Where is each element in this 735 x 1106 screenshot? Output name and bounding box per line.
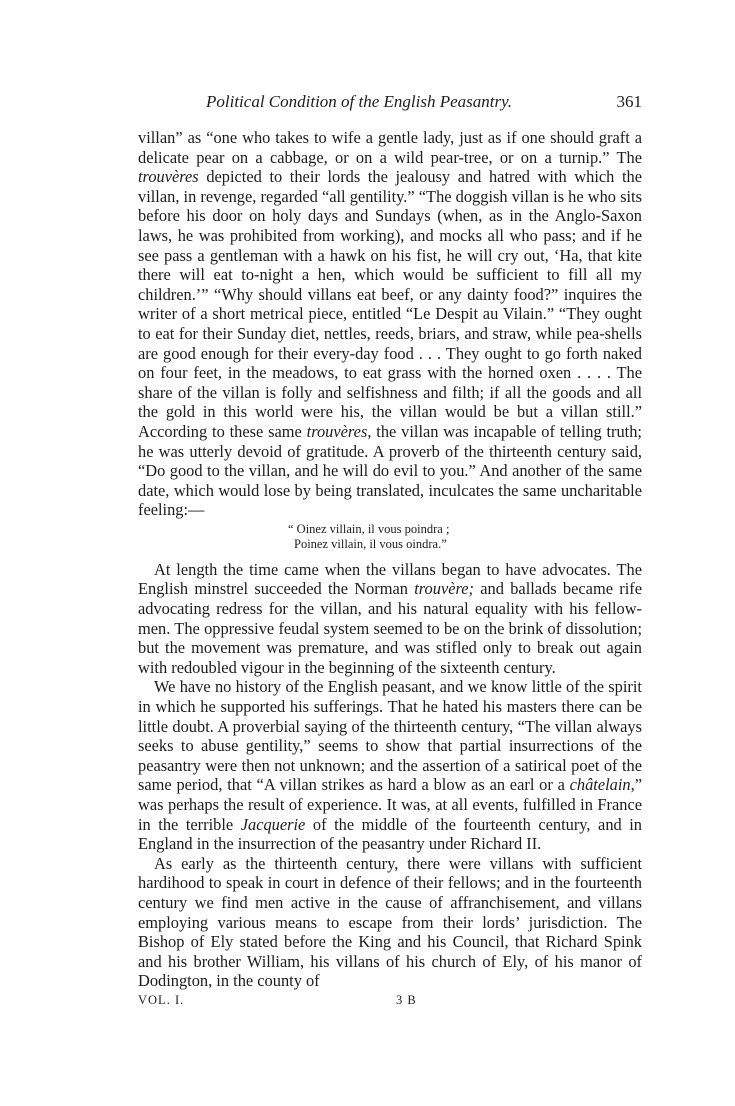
page-number: 361: [616, 92, 642, 111]
text-run: of the middle of the fourteenth century, and in England in the insurrection of the peasantry under Richard II.: [138, 814, 643, 854]
verse-line: Poinez villain, il vous oindra.”: [294, 536, 447, 551]
body-text: [138, 128, 642, 991]
paragraph: [138, 560, 642, 678]
paragraph: [138, 128, 642, 520]
text-run: At length the time came when the villans began to have advocates. The English minstrel succeeded the Norman: [138, 559, 642, 599]
italic-term: trouvère;: [414, 579, 475, 599]
italic-term: châtelain: [569, 775, 631, 795]
italic-term: trouvères: [306, 421, 368, 441]
text-run: villan” as “one who takes to wife a gentle lady, just as if one should graft a delicate pear on a cabbage, or on a wild pear-tree, or on a turnip.” The: [138, 128, 642, 167]
text-run: ,” was perhaps the result of experience. It was, at all events, fulfilled in France in the terrible: [138, 775, 642, 834]
volume-label: VOL. I.: [138, 992, 185, 1007]
book-page: [138, 92, 642, 1013]
italic-term: trouvères: [138, 167, 199, 187]
text-run: depicted to their lords the jealousy and hatred with which the villan, in revenge, regarded “all gentility.” “The doggish villan is he who sits before his door on holy days and Sundays (when, as in the Anglo-Saxon laws, he was prohibited from working), and mocks all who pass; and if he see pass a gentleman with a hawk on his fist, he will cry out, ‘Ha, that kite there will eat to-night a hen, which would be sufficient to fill all my children.’” “Why should villans eat beef, or any dainty food?” inquires the writer of a short metrical piece, entitled “Le Despit au Vilain.” “They ought to eat for their Sunday diet, nettles, reeds, briars, and straw, while pea-shells are good enough for their every-day food . . . They ought to go forth naked on four feet, in the meadows, to eat grass with the horned oxen . . . . The share of the villan is folly and selfishness and filth; if all the goods and all the gold in this world were his, the villan would be but a villan still.” According to these same: [138, 167, 642, 441]
italic-term: Jacquerie: [240, 814, 306, 834]
text-run: As early as the thirteenth century, there were villans with sufficient hardihood to speak in court in defence of their fellows; and in the fourteenth century we find men active in the cause of affranchisement, and villans employing various means to escape from their lords’ jurisdiction. The Bishop of Ely stated before the King and his Council, that Richard Spink and his brother William, his villans of his church of Ely, of his manor of Dodington, in the county of: [138, 853, 642, 991]
page-footer: [138, 993, 642, 1013]
signature-mark: 3 B: [396, 992, 417, 1007]
text-run: and ballads became rife advocating redress for the villan, and his natural equality with his fellow-men. The oppressive feudal system seemed to be on the brink of dissolution; but the movement was premature, and was stifled only to break out again with redoubled vigour in the beginning of the sixteenth century.: [138, 579, 642, 677]
verse-line: “ Oinez villain, il vous poindra ;: [288, 521, 450, 536]
running-title: Political Condition of the English Peasantry.: [206, 92, 512, 111]
running-head: [138, 92, 642, 118]
text-run: , the villan was incapable of telling truth; he was utterly devoid of gratitude. A proverb of the thirteenth century said, “Do good to the villan, and he will do evil to you.” And another of the same date, which would lose by being translated, inculcates the same uncharitable feeling:—: [138, 421, 642, 520]
paragraph: [138, 677, 642, 853]
text-run: We have no history of the English peasant, and we know little of the spirit in which he supported his sufferings. That he hated his masters there can be little doubt. A proverbial saying of the thirteenth century, “The villan always seeks to abuse gentility,” seems to show that partial insurrections of the peasantry were then not unknown; and the assertion of a satirical poet of the same period, that “A villan strikes as hard a blow as an earl or a: [138, 677, 642, 795]
paragraph: [138, 854, 642, 991]
verse-quotation: [288, 522, 642, 552]
